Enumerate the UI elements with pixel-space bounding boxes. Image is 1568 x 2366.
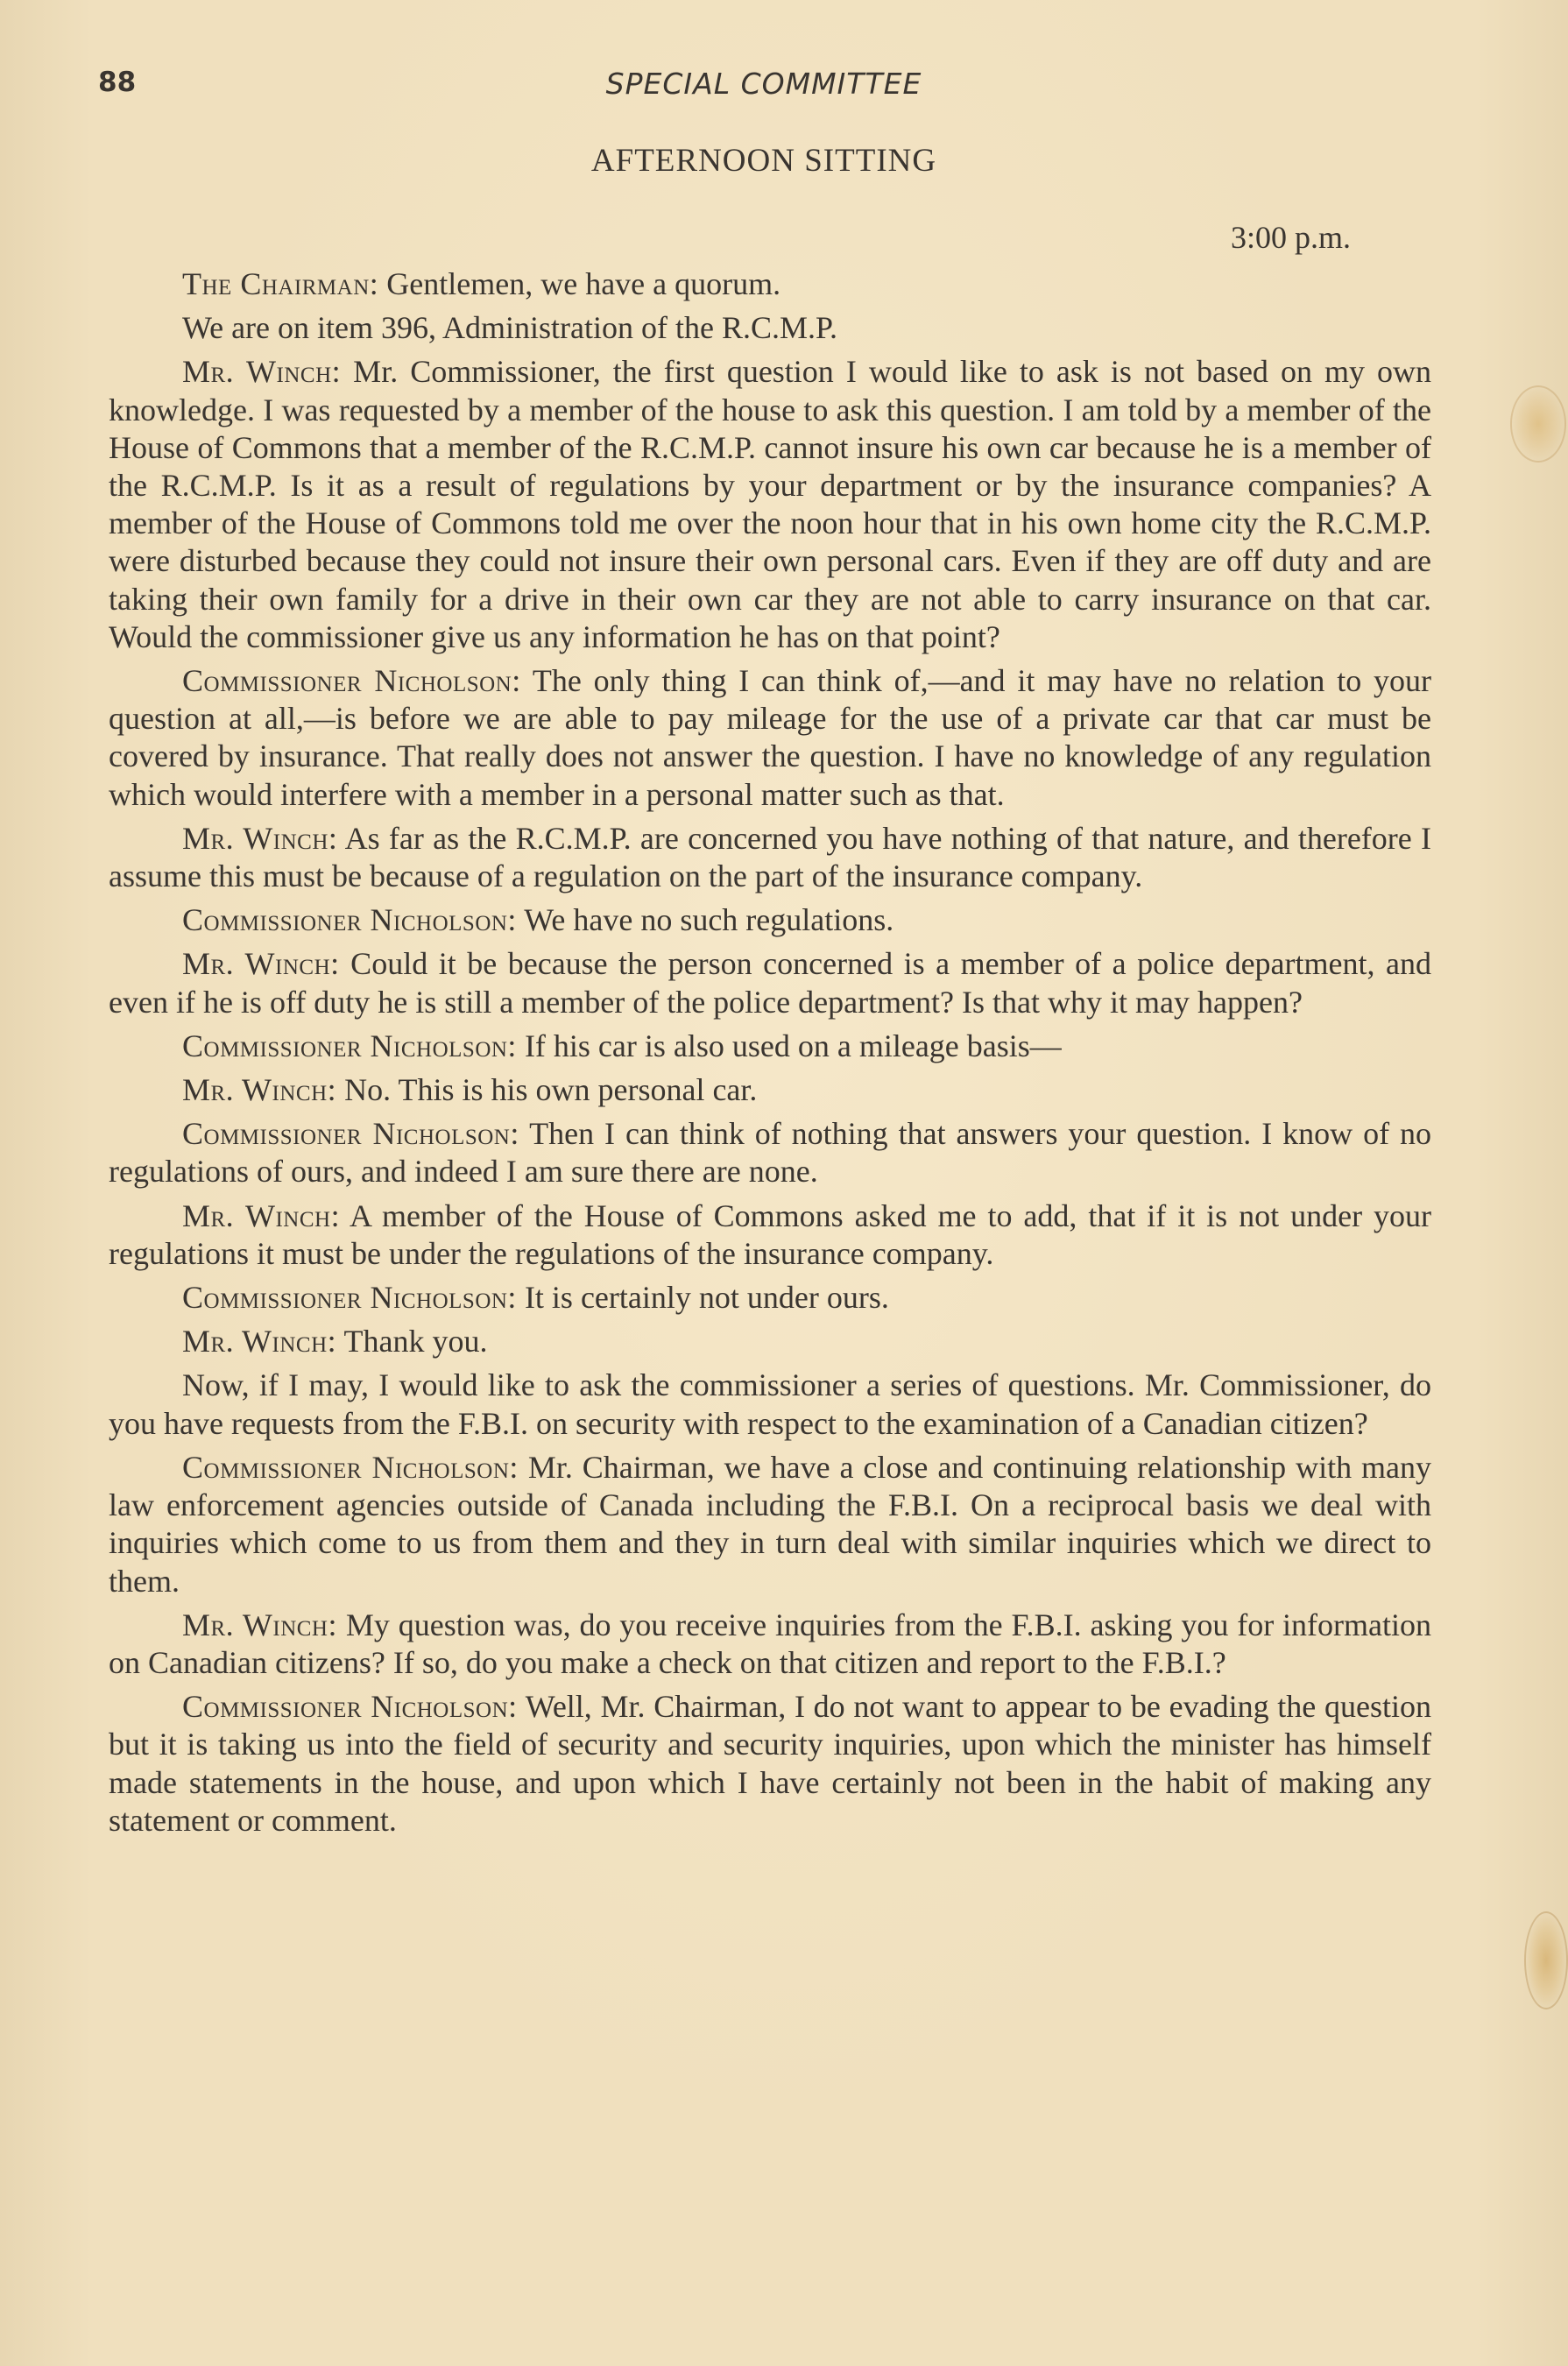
- speaker-name: Mr. Winch:: [182, 354, 342, 390]
- paragraph-text: If his car is also used on a mileage basis—: [516, 1028, 1062, 1063]
- speaker-name: Commissioner Nicholson:: [182, 1028, 517, 1063]
- speaker-name: Commissioner Nicholson:: [182, 1280, 517, 1316]
- paragraph: [109, 1197, 1431, 1273]
- paragraph-text: Well, Mr. Chairman, I do not want to appear to be evading the question but it is taking us into the field of security and security inquiries, upon which the minister has himself made statements in the house, and upon which I have certainly not been in the habit of making any statement or comment.: [109, 1689, 1431, 1838]
- running-head: SPECIAL COMMITTEE: [605, 67, 922, 101]
- paragraph: [109, 1115, 1431, 1190]
- paper-stain: [1510, 385, 1566, 463]
- paragraph: [109, 901, 1431, 939]
- paragraph-text: It is certainly not under ours.: [516, 1280, 889, 1316]
- paragraph: [109, 1323, 1431, 1360]
- speaker-name: Commissioner Nicholson:: [182, 1116, 519, 1152]
- transcript-body: [109, 265, 1431, 1846]
- paragraph-text: Thank you.: [336, 1324, 488, 1360]
- speaker-name: Commissioner Nicholson:: [182, 1449, 519, 1485]
- paragraph: [109, 1688, 1431, 1840]
- paragraph: [109, 309, 1431, 347]
- speaker-name: The Chairman:: [182, 266, 379, 301]
- paragraph: [109, 945, 1431, 1021]
- paragraph: [109, 265, 1431, 303]
- speaker-name: Mr. Winch:: [182, 1324, 337, 1360]
- speaker-name: Commissioner Nicholson:: [182, 663, 521, 699]
- paragraph-text: Mr. Commissioner, the first question I would like to ask is not based on my own knowledge. I was requested by a member of the house to ask this question. I am told by a member of the House of Commons that a member of the R.C.M.P. cannot insure his own car because he is a member of the R.C.M.P. Is it as a result of regulations by your department or by the insurance companies? A member of the House of Commons told me over the noon hour that in his own home city the R.C.M.P. were disturbed because they could not insure their own personal cars. Even if they are off duty and are taking their own family for a drive in their own car they are not able to carry insurance on that car. Would the commissioner give us any information he has on that point?: [109, 354, 1432, 654]
- paragraph-text: We have no such regulations.: [516, 902, 894, 938]
- speaker-name: Mr. Winch:: [182, 1197, 341, 1233]
- paragraph-text: Then I can think of nothing that answers your question. I know of no regulations of ours, and indeed I am sure there are none.: [109, 1116, 1431, 1190]
- speaker-name: Commissioner Nicholson:: [182, 1689, 518, 1725]
- section-title: AFTERNOON SITTING: [590, 143, 937, 179]
- paragraph: [109, 1279, 1431, 1317]
- page-number: 88: [98, 67, 137, 98]
- paragraph-text: As far as the R.C.M.P. are concerned you have nothing of that nature, and therefore I assume this must be because of a regulation on the part of the insurance company.: [109, 820, 1431, 894]
- paragraph: [109, 1449, 1431, 1600]
- paragraph: [109, 662, 1431, 814]
- paragraph-text: We are on item 396, Administration of the R.C.M.P.: [182, 310, 838, 346]
- speaker-name: Mr. Winch:: [182, 1607, 337, 1642]
- speaker-name: Mr. Winch:: [182, 820, 338, 856]
- paragraph-text: No. This is his own personal car.: [336, 1072, 758, 1108]
- paragraph-text: Could it be because the person concerned is a member of a police department, and even if he is off duty he is still a member of the police department? Is that why it may happen?: [109, 946, 1432, 1020]
- paragraph-text: Now, if I may, I would like to ask the commissioner a series of questions. Mr. Commissioner, do you have requests from the F.B.I. on security with respect to the examination of a Canadian citizen?: [109, 1367, 1431, 1441]
- speaker-name: Mr. Winch:: [182, 1072, 337, 1108]
- paragraph: [109, 1367, 1431, 1442]
- paragraph-text: The only thing I can think of,—and it may have no relation to your question at all,—is before we are able to pay mileage for the use of a private car that car must be covered by insurance. That really does not answer the question. I have no knowledge of any regulation which would interfere with a member in a personal matter such as that.: [109, 663, 1431, 812]
- paragraph: [109, 820, 1431, 895]
- paragraph: [109, 1028, 1431, 1065]
- paragraph-text: Mr. Chairman, we have a close and continuing relationship with many law enforcement agencies outside of Canada including the F.B.I. On a reciprocal basis we deal with inquiries which come to us from them and they in turn deal with similar inquiries which we direct to them.: [109, 1449, 1431, 1599]
- paper-stain: [1524, 1911, 1568, 2009]
- sitting-time: 3:00 p.m.: [1230, 220, 1351, 255]
- paragraph: [109, 1607, 1431, 1682]
- paragraph-text: A member of the House of Commons asked me to add, that if it is not under your regulations it must be under the regulations of the insurance company.: [109, 1197, 1431, 1271]
- speaker-name: Commissioner Nicholson:: [182, 902, 517, 938]
- speaker-name: Mr. Winch:: [182, 946, 340, 982]
- paragraph: [109, 353, 1431, 656]
- paragraph-text: Gentlemen, we have a quorum.: [378, 266, 781, 301]
- paragraph: [109, 1071, 1431, 1109]
- page-header: [98, 67, 1430, 112]
- paragraph-text: My question was, do you receive inquiries from the F.B.I. asking you for information on Canadian citizens? If so, do you make a check on that citizen and report to the F.B.I.?: [109, 1607, 1432, 1680]
